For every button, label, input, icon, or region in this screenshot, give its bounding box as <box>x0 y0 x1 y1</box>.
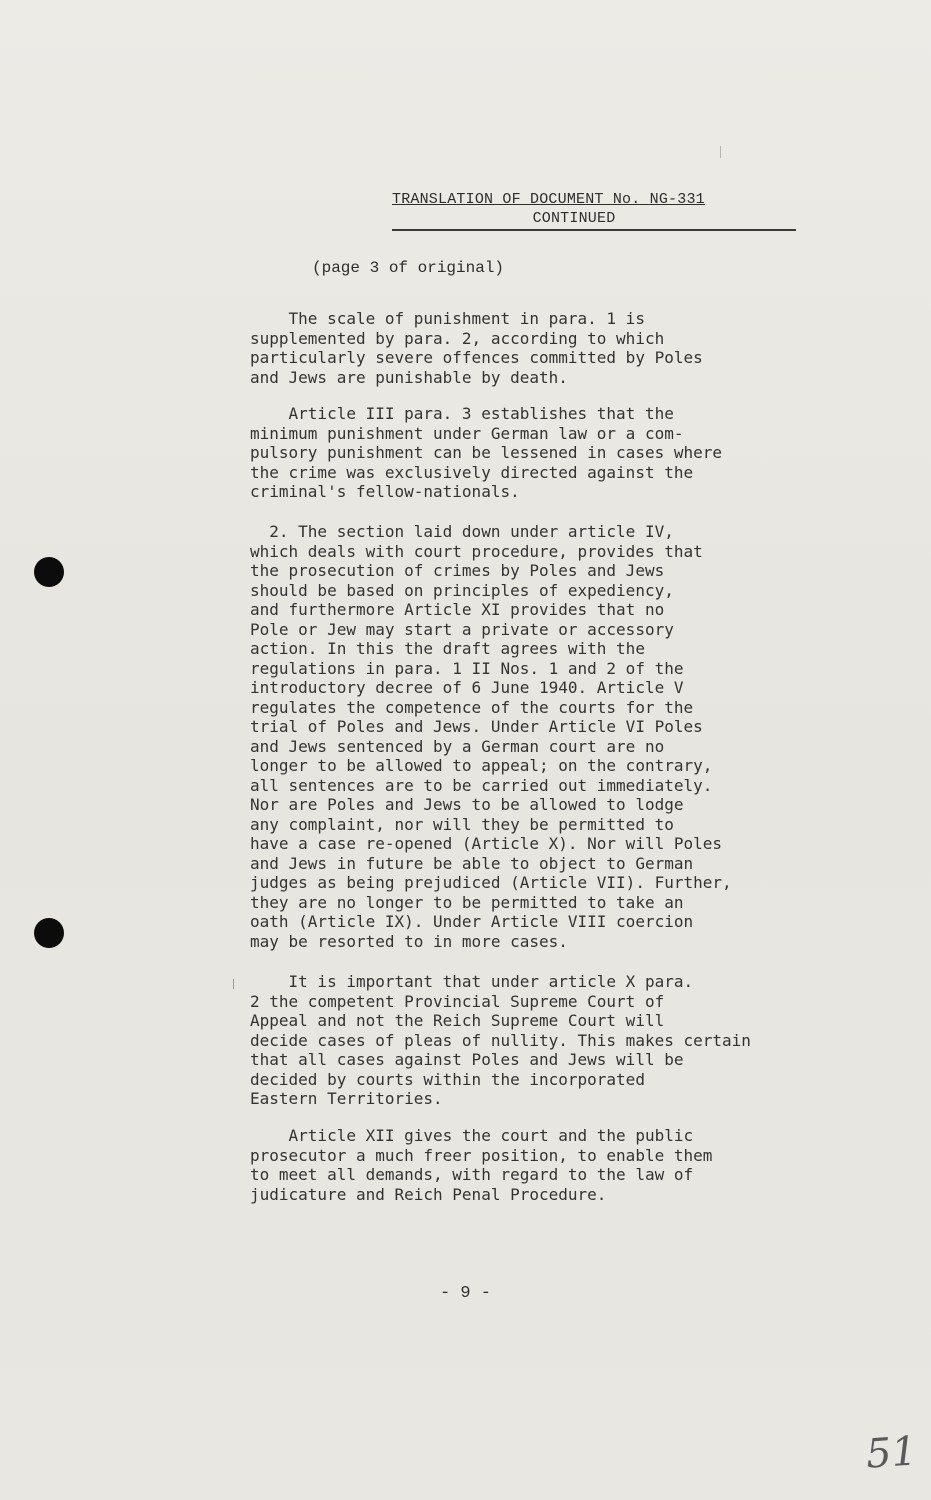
paragraph-punishment-scale: The scale of punishment in para. 1 is supplemented by para. 2, according to which particularly severe offences committed by Poles and Jews are punishable by death. <box>250 309 703 387</box>
paper-mark <box>720 146 721 158</box>
paragraph-court-procedure: 2. The section laid down under article IV, which deals with court procedure, provides that the prosecution of crimes by Poles and Jews should be based on principles of expediency, and furthermore Article XI provides that no Pole or Jew may start a private or accessory action. In this the draft agrees with the regulations in para. 1 II Nos. 1 and 2 of the introductory decree of 6 June 1940. Article V regulates the competence of the courts for the trial of Poles and Jews. Under Article VI Poles and Jews sentenced by a German court are no longer to be allowed to appeal; on the contrary, all sentences are to be carried out immediately. Nor are Poles and Jews to be allowed to lodge any complaint, nor will they be permitted to have a case re-opened (Article X). Nor will Poles and Jews in future be able to object to German judges as being prejudiced (Article VII). Further, they are no longer to be permitted to take an oath (Article IX). Under Article VIII coercion may be resorted to in more cases. <box>250 522 732 951</box>
paragraph-article-iii: Article III para. 3 establishes that the minimum punishment under German law or a com- pulsory punishment can be lessened in cases where the crime was exclusively directed against the criminal's fellow-nationals. <box>250 404 723 501</box>
paragraph-article-xii: Article XII gives the court and the public prosecutor a much freer position, to enable them to meet all demands, with regard to the law of judicature and Reich Penal Procedure. <box>250 1126 713 1204</box>
punch-hole-top <box>34 557 64 587</box>
document-title: TRANSLATION OF DOCUMENT No. NG-331 <box>392 191 705 208</box>
header-rule <box>392 229 796 231</box>
page-number: - 9 - <box>439 1284 491 1303</box>
handwritten-page-number: 51 <box>864 1428 919 1478</box>
page-reference: (page 3 of original) <box>312 259 505 277</box>
punch-hole-bottom <box>34 918 64 948</box>
margin-mark <box>233 979 234 989</box>
paragraph-article-x: It is important that under article X para. 2 the competent Provincial Supreme Court of Appeal and not the Reich Supreme Court will decide cases of pleas of nullity. This makes certain that all cases against Poles and Jews will be decided by courts within the incorporated Eastern Territories. <box>250 972 751 1108</box>
document-subtitle: CONTINUED <box>532 210 616 227</box>
document-header <box>392 190 796 228</box>
